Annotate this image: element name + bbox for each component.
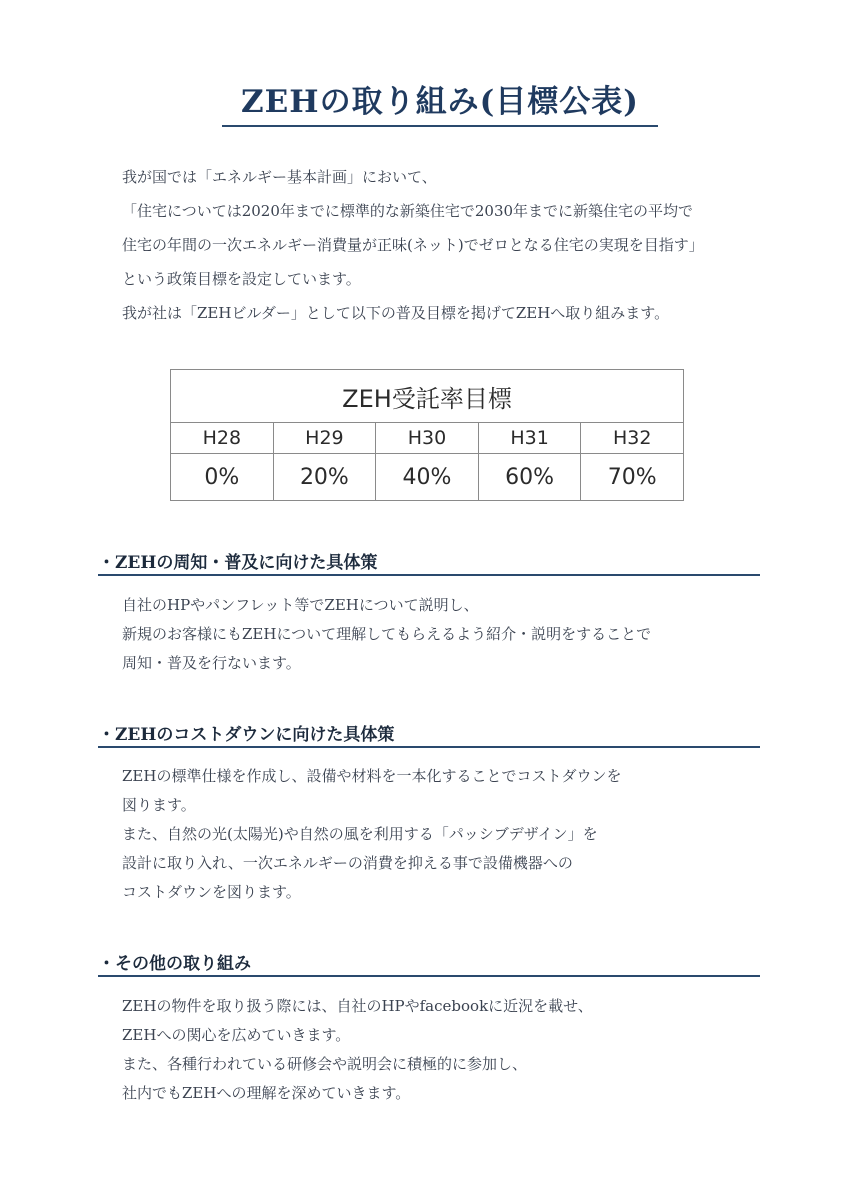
body-line: コストダウンを図ります。 [122, 883, 301, 901]
intro-paragraph [122, 160, 802, 330]
value-cell: 70% [581, 454, 684, 501]
intro-line: 我が国では「エネルギー基本計画」において、 [122, 168, 437, 186]
body-line: 新規のお客様にもZEHについて理解してもらえるよう紹介・説明をすることで [122, 625, 652, 643]
intro-line: という政策目標を設定しています。 [122, 270, 361, 288]
zeh-target-table [170, 369, 684, 501]
section-heading-cost-down: ・ZEHのコストダウンに向けた具体策 [98, 725, 395, 745]
intro-line: 「住宅については2020年までに標準的な新築住宅で2030年までに新築住宅の平均で [122, 202, 694, 220]
year-cell: H32 [581, 423, 684, 454]
intro-line: 我が社は「ZEHビルダー」として以下の普及目標を掲げてZEHへ取り組みます。 [122, 304, 670, 322]
year-cell: H31 [478, 423, 581, 454]
section-body-awareness [122, 591, 782, 678]
section-rule [98, 574, 760, 576]
body-line: また、自然の光(太陽光)や自然の風を利用する「パッシブデザイン」を [122, 825, 598, 843]
title-underline [222, 125, 658, 127]
section-rule [98, 746, 760, 748]
body-line: また、各種行われている研修会や説明会に積極的に参加し、 [122, 1055, 528, 1073]
body-line: ZEHへの関心を広めていきます。 [122, 1026, 351, 1044]
title-block [222, 80, 658, 124]
intro-line: 住宅の年間の一次エネルギー消費量が正味(ネット)でゼロとなる住宅の実現を目指す」 [122, 236, 704, 254]
body-line: 社内でもZEHへの理解を深めていきます。 [122, 1084, 411, 1102]
body-line: ZEHの物件を取り扱う際には、自社のHPやfacebookに近況を載せ、 [122, 997, 593, 1015]
section-rule [98, 975, 760, 977]
page-title: ZEHの取り組み(目標公表) [241, 84, 639, 120]
value-cell: 20% [273, 454, 376, 501]
year-cell: H30 [376, 423, 479, 454]
body-line: 周知・普及を行ないます。 [122, 654, 301, 672]
body-line: 設計に取り入れ、一次エネルギーの消費を抑える事で設備機器への [122, 854, 573, 872]
section-body-cost-down [122, 762, 782, 907]
section-heading-awareness: ・ZEHの周知・普及に向けた具体策 [98, 553, 378, 573]
value-cell: 40% [376, 454, 479, 501]
table-title: ZEH受託率目標 [171, 370, 684, 423]
body-line: 自社のHPやパンフレット等でZEHについて説明し、 [122, 596, 479, 614]
section-body-other [122, 992, 782, 1108]
value-cell: 60% [478, 454, 581, 501]
year-cell: H29 [273, 423, 376, 454]
value-cell: 0% [171, 454, 274, 501]
section-heading-other: ・その他の取り組み [98, 954, 251, 974]
body-line: 図ります。 [122, 796, 196, 814]
body-line: ZEHの標準仕様を作成し、設備や材料を一本化することでコストダウンを [122, 767, 622, 785]
year-cell: H28 [171, 423, 274, 454]
